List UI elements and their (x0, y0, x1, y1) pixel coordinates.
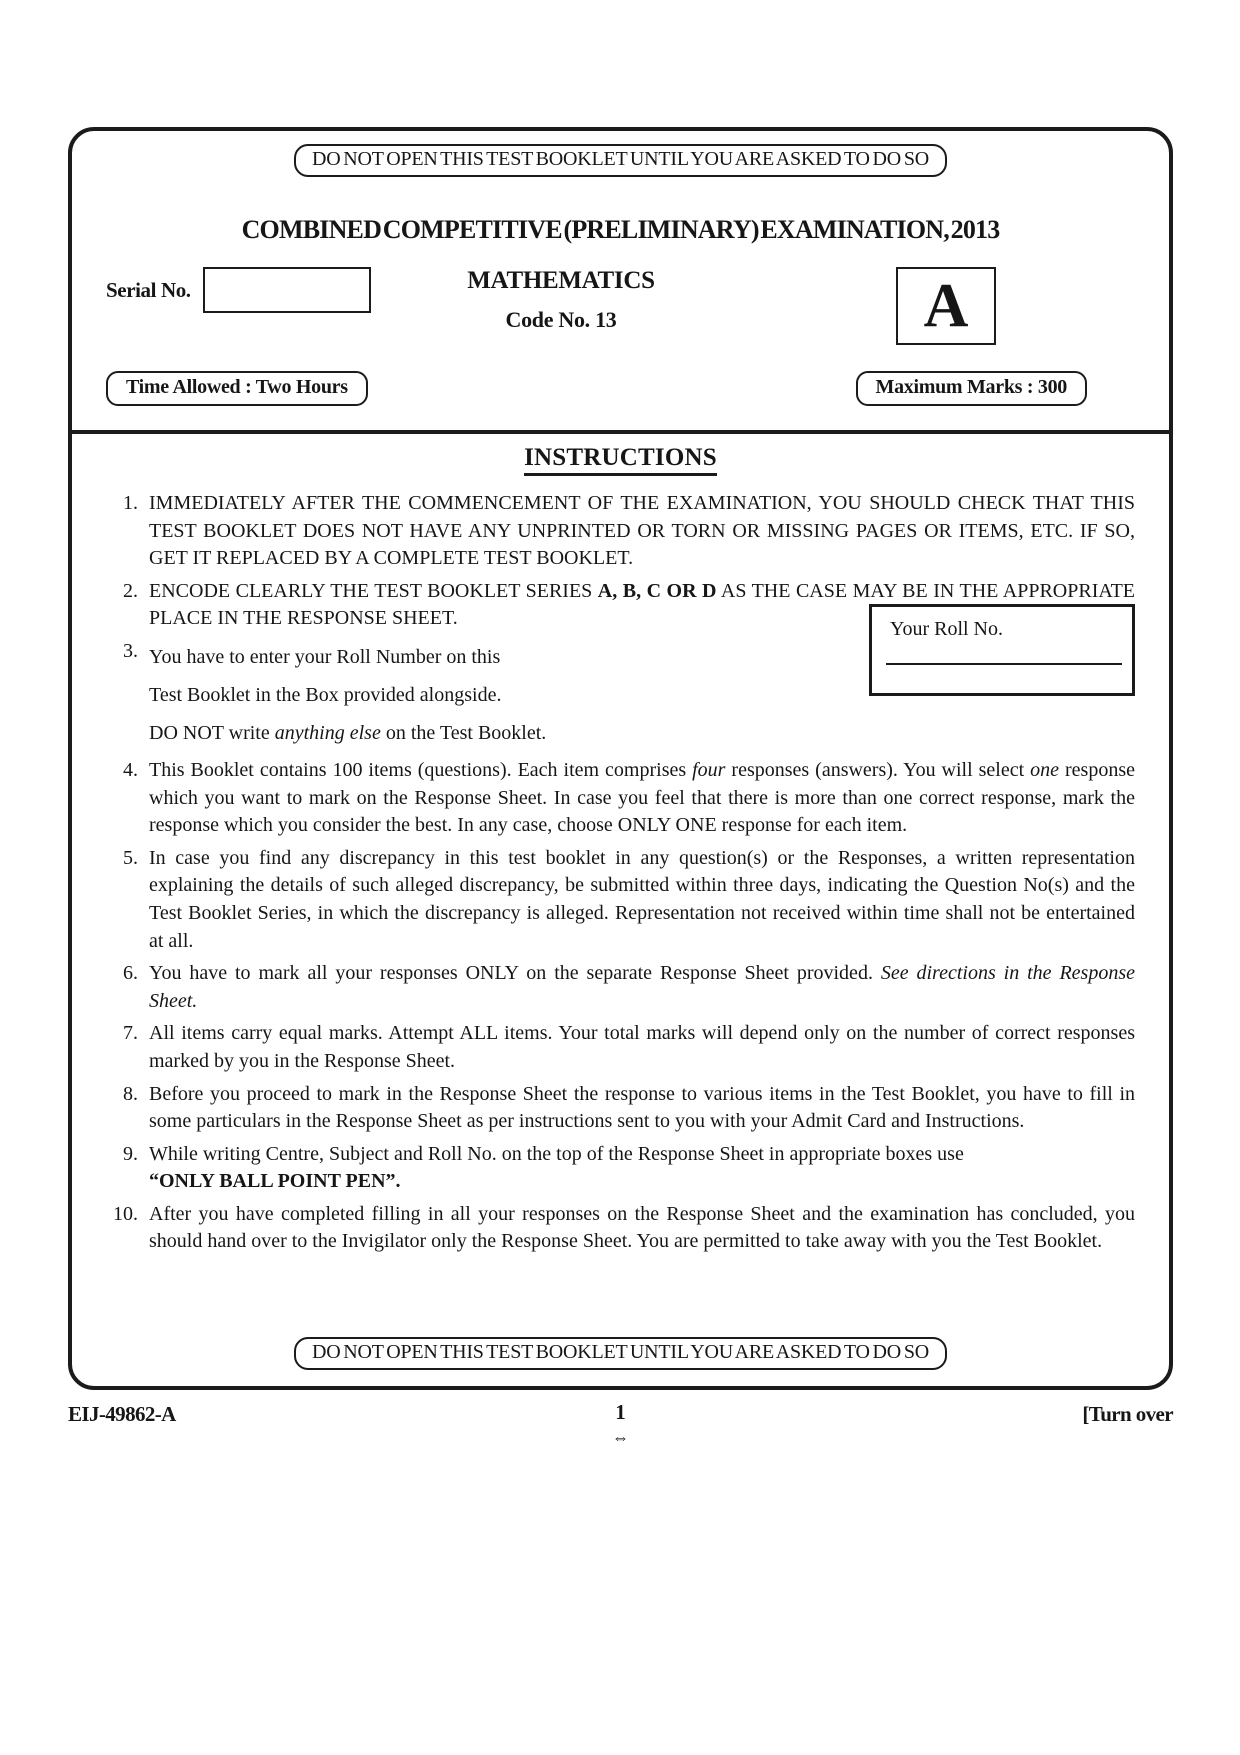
subject-title: MATHEMATICS (467, 267, 655, 294)
instruction-text: In case you find any discrepancy in this test booklet in any question(s) or the Responses, a written representation explaining the details of such alleged discrepancy, be submitted within three days, indicating the Question No(s) and the Test Booklet Series, in which the discrepancy is alleged. Representation not received within time shall not be entertained at all. (149, 846, 1135, 952)
instruction-item (106, 1020, 1135, 1075)
serial-number-label: Serial No. (106, 277, 191, 302)
roll-number-box[interactable] (869, 604, 1135, 696)
instruction-text: Before you proceed to mark in the Response Sheet the response to various items in the Test Booklet, you have to fill in some particulars in the Response Sheet as per instructions sent to you with your Admit Card and Instructions. (149, 1082, 1135, 1133)
max-marks-badge: Maximum Marks : 300 (856, 371, 1088, 406)
instruction-number: 6. (123, 962, 138, 985)
time-allowed-badge: Time Allowed : Two Hours (106, 371, 368, 406)
instruction-number: 2. (123, 579, 138, 602)
warning-text-top: DO NOT OPEN THIS TEST BOOKLET UNTIL YOU ARE ASKED TO DO SO (311, 148, 930, 170)
instruction-item (106, 757, 1135, 840)
roll-number-label: Your Roll No. (890, 617, 1003, 640)
header-row (106, 267, 1135, 345)
code-number: Code No. 13 (505, 307, 617, 332)
header-divider (72, 430, 1169, 434)
warning-banner-top (294, 144, 947, 177)
footer-center (328, 1402, 913, 1446)
warning-banner-bottom (294, 1337, 947, 1370)
instruction-number: 3. (123, 639, 138, 662)
page-number: 1 (615, 1400, 626, 1424)
instruction-number: 7. (123, 1022, 138, 1045)
instruction-item (106, 1141, 1135, 1196)
instructions-heading (106, 444, 1135, 476)
booklet-code: EIJ-49862-A (68, 1402, 176, 1426)
exam-title: COMBINED COMPETITIVE (PRELIMINARY) EXAMINATION, 2013 (241, 215, 1000, 244)
instruction-number: 10. (113, 1202, 138, 1225)
instruction-item (106, 617, 1135, 752)
page-footer (68, 1402, 1173, 1446)
instruction-text: While writing Centre, Subject and Roll No. on the top of the Response Sheet in appropriate boxes use “ONLY BALL POINT PEN”. (149, 1142, 964, 1193)
instruction-number: 9. (123, 1142, 138, 1165)
serial-number-group (106, 267, 406, 313)
instruction-item (106, 845, 1135, 955)
instruction-text: IMMEDIATELY AFTER THE COMMENCEMENT OF THE EXAMINATION, YOU SHOULD CHECK THAT THIS TEST BOOKLET DOES NOT HAVE ANY UNPRINTED OR TORN OR MISSING PAGES OR ITEMS, ETC. IF SO, GET IT REPLACED BY A COMPLETE TEST BOOKLET. (149, 492, 1135, 570)
instruction-number: 4. (123, 758, 138, 781)
instruction-item (106, 1201, 1135, 1256)
subject-block (406, 267, 896, 333)
double-arrow-icon: ⇔ (612, 1428, 629, 1447)
instruction-text: This Booklet contains 100 items (questions). Each item comprises four responses (answers). You will select one response which you want to mark on the Response Sheet. In case you feel that there is more than one correct response, mark the response which you consider the best. In any case, choose ONLY ONE response for each item. (149, 758, 1135, 837)
instructions-list (106, 490, 1135, 1261)
roll-number-write-line (886, 663, 1122, 665)
instruction-text: All items carry equal marks. Attempt ALL items. Your total marks will depend only on the number of correct responses marked by you in the Response Sheet. (149, 1022, 1135, 1072)
instruction-item (106, 1081, 1135, 1136)
serial-number-box[interactable] (203, 267, 371, 313)
instruction-number: 1. (123, 492, 138, 514)
instruction-text: ENCODE CLEARLY THE TEST BOOKLET SERIES A, B, C OR D AS THE CASE MAY BE IN THE APPROPRIATE PLACE IN THE RESPONSE SHEET. (149, 579, 1136, 630)
header-badges-row (106, 371, 1135, 406)
instruction-number: 8. (123, 1082, 138, 1105)
instruction-text: After you have completed filling in all your responses on the Response Sheet and the examination has concluded, you should hand over to the Invigilator only the Response Sheet. You are permitted to take away with you the Test Booklet. (149, 1202, 1135, 1253)
warning-text-bottom: DO NOT OPEN THIS TEST BOOKLET UNTIL YOU ARE ASKED TO DO SO (311, 1341, 930, 1363)
instruction-text: Your Roll No. You have to enter your Roll Number on this Test Booklet in the Box provided alongside. DO NOT write anything else on the Test Booklet. (149, 638, 1135, 752)
turn-over-label: [Turn over (1082, 1402, 1173, 1426)
series-letter: A (923, 272, 969, 340)
instruction-number: 5. (123, 846, 138, 869)
instruction-item (106, 960, 1135, 1015)
instruction-item (106, 490, 1135, 573)
instructions-heading-text: INSTRUCTIONS (524, 444, 717, 476)
booklet-cover-sheet (68, 127, 1173, 1390)
instruction-text: You have to mark all your responses ONLY on the separate Response Sheet provided. See directions in the Response Sheet. (149, 962, 1135, 1012)
series-letter-box (896, 267, 996, 345)
